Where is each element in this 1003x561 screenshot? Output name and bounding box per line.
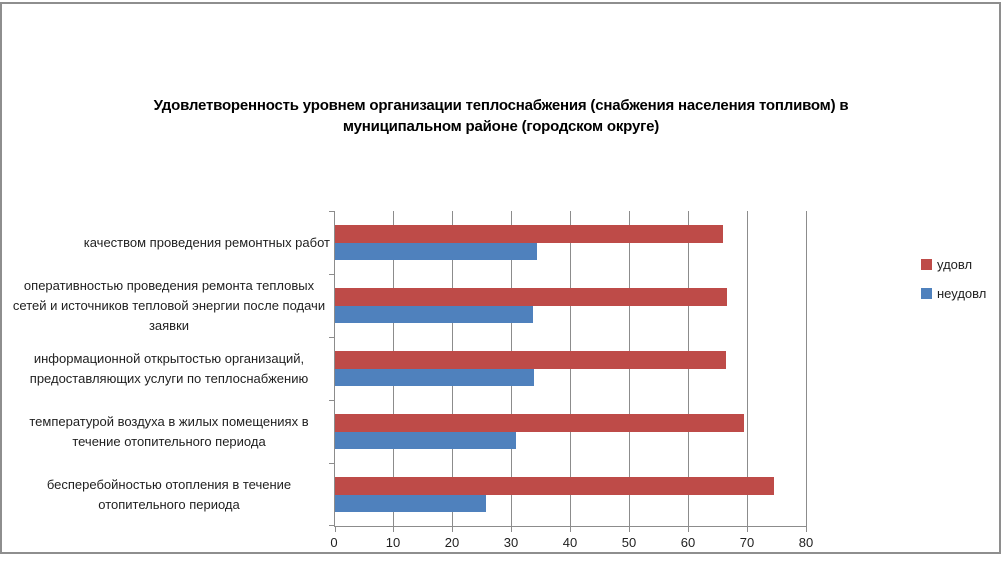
bar-удовл xyxy=(335,414,744,432)
x-axis-labels xyxy=(330,535,814,551)
x-tick-mark xyxy=(570,527,571,532)
x-axis-tick-label: 30 xyxy=(503,535,519,550)
y-tick-mark xyxy=(329,463,334,464)
category-label-text: качеством проведения ремонтных работ xyxy=(83,234,330,250)
x-tick-mark xyxy=(688,527,689,532)
y-tick-mark xyxy=(329,337,334,338)
legend-item-neudovl xyxy=(921,286,986,301)
x-tick-mark xyxy=(452,527,453,532)
x-tick-mark xyxy=(747,527,748,532)
bar-неудовл xyxy=(335,432,516,450)
bar-неудовл xyxy=(335,243,537,261)
legend xyxy=(921,257,986,315)
category-label-text: температурой воздуха в жилых помещениях в течение отопительного периода xyxy=(29,413,309,449)
category-labels xyxy=(8,211,330,526)
plot-area xyxy=(334,211,807,527)
x-axis-tick-label: 50 xyxy=(621,535,637,550)
x-tick-mark xyxy=(806,527,807,532)
x-tick-mark xyxy=(629,527,630,532)
category-label xyxy=(8,400,330,463)
bar-удовл xyxy=(335,288,727,306)
x-tick-mark xyxy=(335,527,336,532)
gridline xyxy=(806,211,807,526)
x-tick-mark xyxy=(393,527,394,532)
x-axis-tick-label: 60 xyxy=(680,535,696,550)
y-tick-mark xyxy=(329,400,334,401)
category-label xyxy=(8,211,330,274)
category-label xyxy=(8,337,330,400)
bar-неудовл xyxy=(335,306,533,324)
legend-label-neudovl: неудовл xyxy=(937,286,987,301)
bar-неудовл xyxy=(335,495,486,513)
bar-неудовл xyxy=(335,369,534,387)
x-axis-tick-label: 40 xyxy=(562,535,578,550)
bar-удовл xyxy=(335,225,723,243)
y-tick-mark xyxy=(329,274,334,275)
x-axis-tick-label: 10 xyxy=(385,535,401,550)
x-axis-tick-label: 20 xyxy=(444,535,460,550)
category-label-text: оперативностью проведения ремонта тепловых сетей и источников тепловой энергии после подачи заявки xyxy=(12,277,326,333)
category-label-text: информационной открытостью организаций, предоставляющих услуги по теплоснабжению xyxy=(29,350,309,386)
chart-title: Удовлетворенность уровнем организации теплоснабжения (снабжения населения топливом) в муниципальном районе (городском округе) xyxy=(153,97,849,135)
y-tick-mark xyxy=(329,525,334,526)
x-axis-tick-label: 80 xyxy=(798,535,814,550)
category-label xyxy=(8,463,330,526)
y-tick-mark xyxy=(329,211,334,212)
legend-swatch-udovl xyxy=(921,259,932,270)
x-tick-mark xyxy=(511,527,512,532)
x-axis-tick-label: 0 xyxy=(330,535,338,550)
category-label xyxy=(8,274,330,337)
bar-удовл xyxy=(335,351,726,369)
legend-item-udovl xyxy=(921,257,986,272)
category-label-text: бесперебойностью отопления в течение отопительного периода xyxy=(46,476,292,512)
bar-удовл xyxy=(335,477,774,495)
legend-label-udovl: удовл xyxy=(937,257,973,272)
x-axis-tick-label: 70 xyxy=(739,535,755,550)
legend-swatch-neudovl xyxy=(921,288,932,299)
